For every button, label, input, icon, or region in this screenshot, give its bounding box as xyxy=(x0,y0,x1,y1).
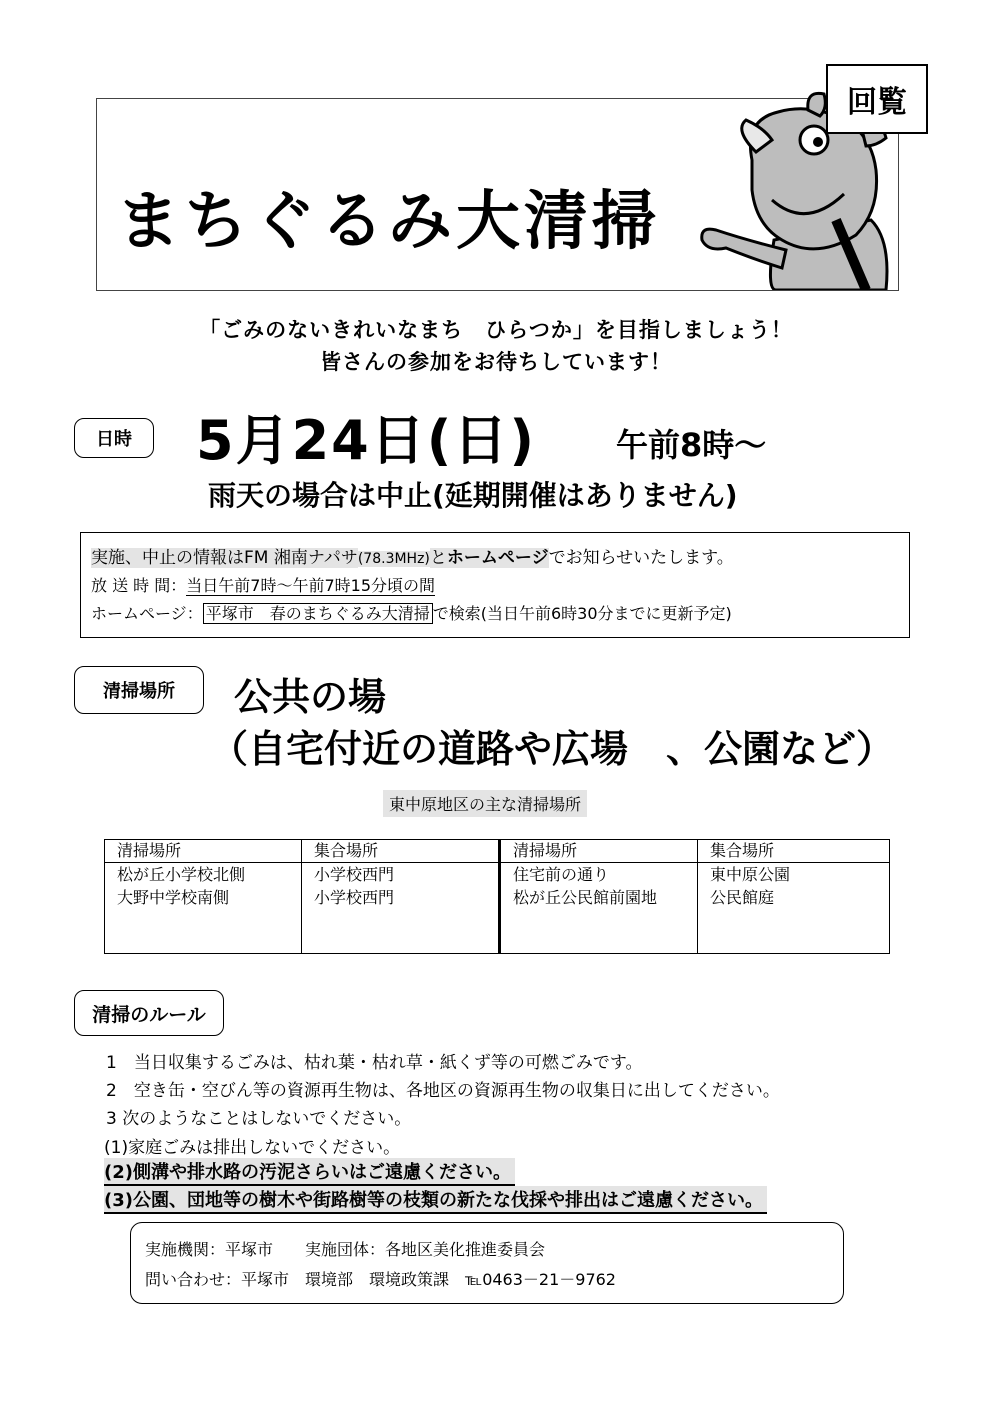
circulation-badge: 回覧 xyxy=(826,64,928,134)
contact-line: 問い合わせ：平塚市 環境部 環境政策課 ℡0463－21－9762 xyxy=(145,1270,616,1289)
table-header-row xyxy=(105,840,890,863)
info-box xyxy=(80,532,910,638)
homepage-info: ホームページ： 平塚市 春のまちぐるみ大清掃 で検索(当日午前6時30分までに更新予定) xyxy=(91,604,732,623)
info-line-1: 実施、中止の情報はFM 湘南ナパサ(78.3MHz)とホームページでお知らせいたします。 xyxy=(91,548,734,568)
table-title: 東中原地区の主な清掃場所 xyxy=(383,790,587,817)
table-header: 清掃場所 xyxy=(105,840,302,863)
rule-item: 3 次のようなことはしないでください。 xyxy=(106,1109,412,1129)
table-cell: 松が丘小学校北側 大野中学校南側 xyxy=(105,863,302,954)
rule-item-emphasis: (3)公園、団地等の樹木や街路樹等の枝類の新たな伐採や排出はご遠慮ください。 xyxy=(104,1186,767,1214)
table-cell: 住宅前の通り 松が丘公民館前園地 xyxy=(500,863,698,954)
contact-box xyxy=(130,1222,844,1304)
table-cell: 小学校西門 小学校西門 xyxy=(302,863,500,954)
broadcast-time: 放 送 時 間：当日午前7時～午前7時15分頃の間 xyxy=(91,576,436,595)
place-line-2: （自宅付近の道路や広場 、公園など） xyxy=(210,727,895,771)
rule-item-emphasis: (2)側溝や排水路の汚泥さらいはご遠慮ください。 xyxy=(104,1158,515,1186)
places-table xyxy=(104,839,890,954)
rule-item: (1)家庭ごみは排出しないでください。 xyxy=(104,1138,401,1158)
rule-item: 1 当日収集するごみは、枯れ葉・枯れ草・紙くず等の可燃ごみです。 xyxy=(106,1053,643,1073)
datetime-label: 日時 xyxy=(74,418,154,458)
table-cell: 東中原公園 公民館庭 xyxy=(698,863,890,954)
table-header: 集合場所 xyxy=(698,840,890,863)
table-header: 集合場所 xyxy=(302,840,500,863)
rule-item: 2 空き缶・空びん等の資源再生物は、各地区の資源再生物の収集日に出してください。 xyxy=(106,1081,780,1101)
page-title: まちぐるみ大清掃 xyxy=(116,185,660,259)
slogan-line-2: 皆さんの参加をお待ちしています！ xyxy=(320,350,672,374)
slogan-line-1: 「ごみのないきれいなまち ひらつか」を目指しましょう！ xyxy=(199,318,793,342)
place-line-1: 公共の場 xyxy=(234,675,387,719)
event-time: 午前8時～ xyxy=(616,426,767,464)
rules-label: 清掃のルール xyxy=(74,990,224,1036)
organizer-line: 実施機関：平塚市 実施団体：各地区美化推進委員会 xyxy=(145,1240,546,1259)
place-label: 清掃場所 xyxy=(74,666,204,714)
event-date: 5月24日(日) xyxy=(196,409,537,472)
rain-note: 雨天の場合は中止(延期開催はありません) xyxy=(208,479,738,512)
table-header: 清掃場所 xyxy=(500,840,698,863)
table-row xyxy=(105,863,890,954)
